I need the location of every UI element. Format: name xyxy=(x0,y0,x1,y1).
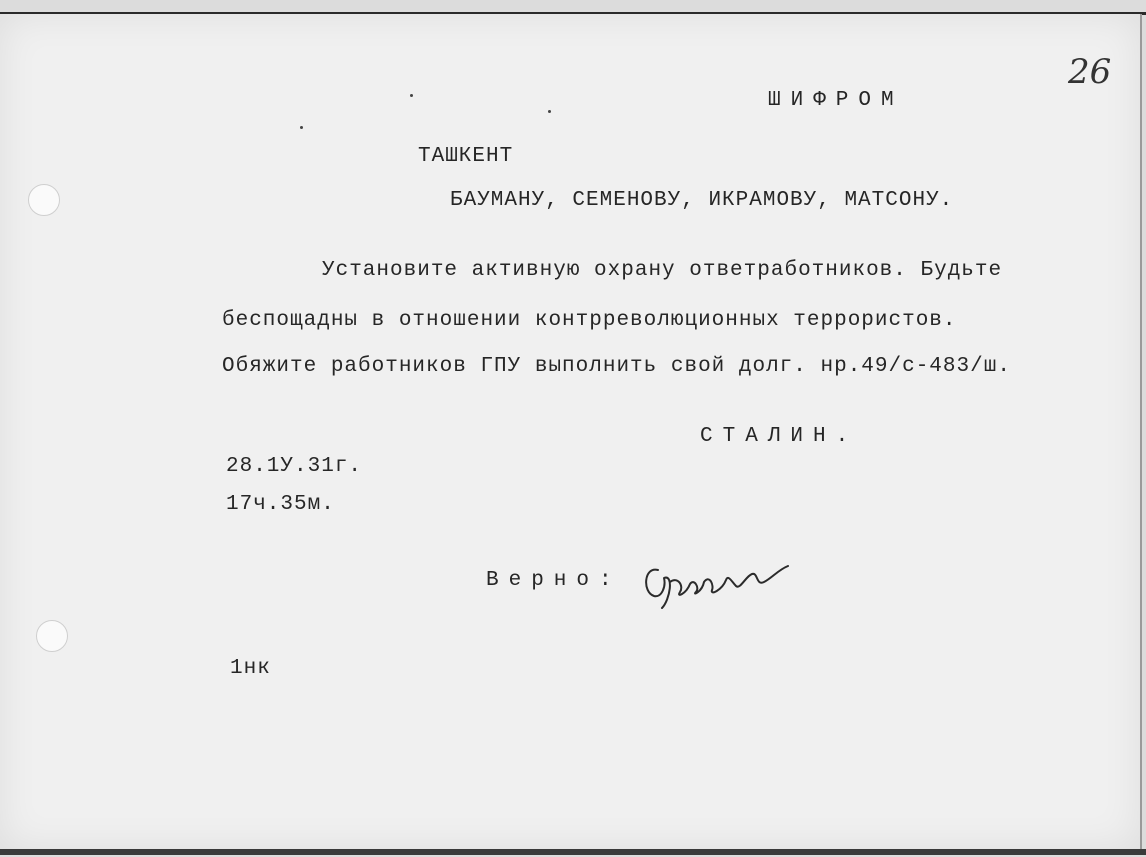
speck xyxy=(300,126,303,129)
speck xyxy=(548,110,551,113)
page-right-edge xyxy=(1140,14,1142,850)
punch-hole xyxy=(28,184,60,216)
punch-hole xyxy=(36,620,68,652)
page-bottom-edge xyxy=(0,849,1146,855)
certified-label: Верно: xyxy=(486,569,622,592)
body-line: Обяжите работников ГПУ выполнить свой долг. нр.49/с-483/ш. xyxy=(222,355,1011,378)
body-line: Установите активную охрану ответработников. Будьте xyxy=(322,259,1003,282)
date-line: 28.1У.31г. xyxy=(226,455,363,478)
addressees-line: БАУМАНУ, СЕМЕНОВУ, ИКРАМОВУ, МАТСОНУ. xyxy=(450,189,954,212)
time-line: 17ч.35м. xyxy=(226,493,335,516)
folio-number: 26 xyxy=(1068,52,1112,92)
document-header: ШИФРОМ xyxy=(768,89,904,112)
speck xyxy=(410,94,413,97)
body-line: беспощадны в отношении контрреволюционных террористов. xyxy=(222,309,957,332)
document-sheet xyxy=(0,14,1140,850)
city-line: ТАШКЕНТ xyxy=(418,145,514,168)
footer-code: 1нк xyxy=(230,657,271,680)
handwritten-signature xyxy=(640,552,800,612)
signatory-name: СТАЛИН. xyxy=(700,425,859,448)
